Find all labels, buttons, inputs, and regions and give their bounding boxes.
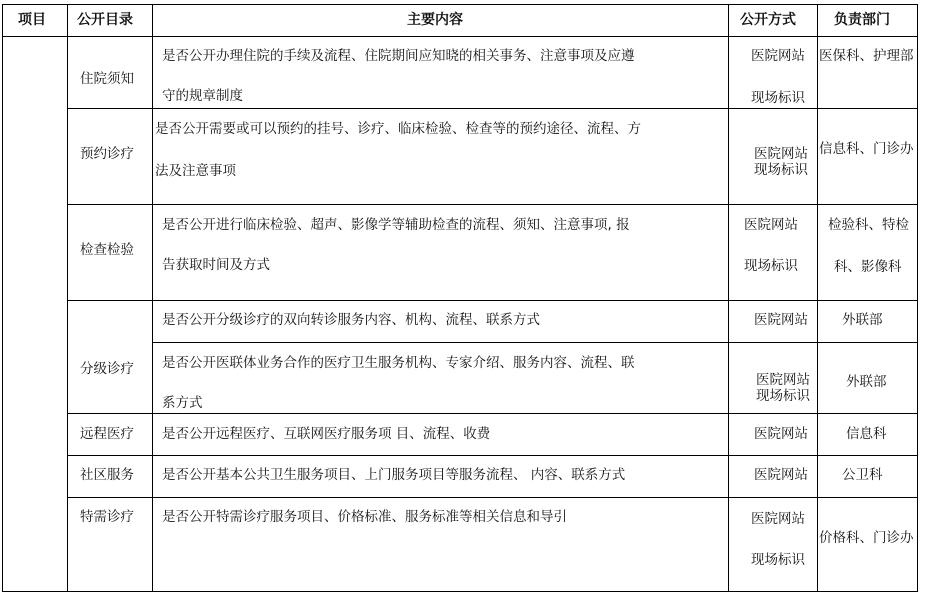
- method-cell: 医院网站: [751, 48, 805, 64]
- row-border: [67, 497, 918, 498]
- catalog-cell: 住院须知: [80, 71, 134, 87]
- column-border-method-dept: [817, 4, 818, 592]
- method-cell: 医院网站: [751, 511, 805, 527]
- method-cell: 现场标识: [751, 90, 805, 106]
- content-cell: 是否公开基本公共卫生服务项目、上门服务项目等服务流程、 内容、联系方式: [162, 467, 626, 483]
- catalog-cell: 远程医疗: [80, 426, 134, 442]
- row-border: [67, 455, 918, 456]
- dept-cell: 外联部: [846, 374, 887, 390]
- subrow-border: [152, 342, 918, 343]
- header-method: 公开方式: [740, 12, 796, 28]
- row-border: [67, 300, 918, 301]
- method-cell: 医院网站: [756, 372, 810, 388]
- content-cell: 是否公开进行临床检验、超声、影像学等辅助检查的流程、须知、注意事项, 报: [162, 217, 630, 233]
- catalog-cell: 预约诊疗: [80, 146, 134, 162]
- column-border-left: [2, 4, 3, 592]
- method-cell: 现场标识: [751, 552, 805, 568]
- content-cell: 是否公开医联体业务合作的医疗卫生服务机构、专家介绍、服务内容、流程、联: [162, 355, 635, 371]
- row-border: [67, 204, 918, 205]
- header-dept: 负责部门: [834, 12, 890, 28]
- catalog-cell: 社区服务: [80, 467, 134, 483]
- column-border-catalog-content: [152, 4, 153, 592]
- dept-cell: 外联部: [842, 312, 883, 328]
- column-border-content-method: [728, 4, 729, 592]
- row-border: [67, 413, 918, 414]
- catalog-cell: 分级诊疗: [80, 361, 134, 377]
- header-bottom-border: [2, 36, 918, 37]
- content-cell: 系方式: [162, 395, 203, 411]
- header-catalog: 公开目录: [77, 12, 133, 28]
- method-cell: 医院网站: [754, 312, 808, 328]
- dept-cell: 信息科: [846, 426, 887, 442]
- column-border-item-catalog: [67, 4, 68, 592]
- dept-cell: 公卫科: [842, 467, 883, 483]
- content-cell: 告获取时间及方式: [162, 257, 270, 273]
- dept-cell: 科、影像科: [834, 259, 902, 275]
- column-border-right: [917, 4, 918, 592]
- row-border: [67, 108, 918, 109]
- header-item: 项目: [18, 12, 46, 28]
- method-cell: 医院网站: [754, 146, 808, 162]
- content-cell: 是否公开分级诊疗的双向转诊服务内容、机构、流程、联系方式: [162, 312, 540, 328]
- method-cell: 医院网站: [754, 426, 808, 442]
- method-cell: 现场标识: [756, 388, 810, 404]
- dept-cell: 信息科、门诊办: [819, 141, 914, 157]
- content-cell: 是否公开需要或可以预约的挂号、诊疗、临床检验、检查等的预约途径、流程、方: [155, 121, 641, 137]
- method-cell: 医院网站: [754, 467, 808, 483]
- table-top-border: [2, 4, 918, 5]
- content-cell: 守的规章制度: [162, 88, 243, 104]
- content-cell: 法及注意事项: [155, 163, 236, 179]
- catalog-cell: 特需诊疗: [80, 509, 134, 525]
- content-cell: 是否公开远程医疗、互联网医疗服务项 目、流程、收费: [162, 426, 491, 442]
- content-cell: 是否公开办理住院的手续及流程、住院期间应知晓的相关事务、注意事项及应遵: [162, 48, 635, 64]
- method-cell: 现场标识: [754, 162, 808, 178]
- dept-cell: 医保科、护理部: [819, 48, 914, 64]
- content-cell: 是否公开特需诊疗服务项目、价格标准、服务标准等相关信息和导引: [162, 509, 567, 525]
- dept-cell: 价格科、门诊办: [819, 530, 914, 546]
- method-cell: 现场标识: [744, 258, 798, 274]
- catalog-cell: 检查检验: [80, 242, 134, 258]
- table-bottom-border: [2, 591, 918, 592]
- header-content: 主要内容: [407, 12, 463, 28]
- method-cell: 医院网站: [744, 217, 798, 233]
- dept-cell: 检验科、特检: [828, 217, 909, 233]
